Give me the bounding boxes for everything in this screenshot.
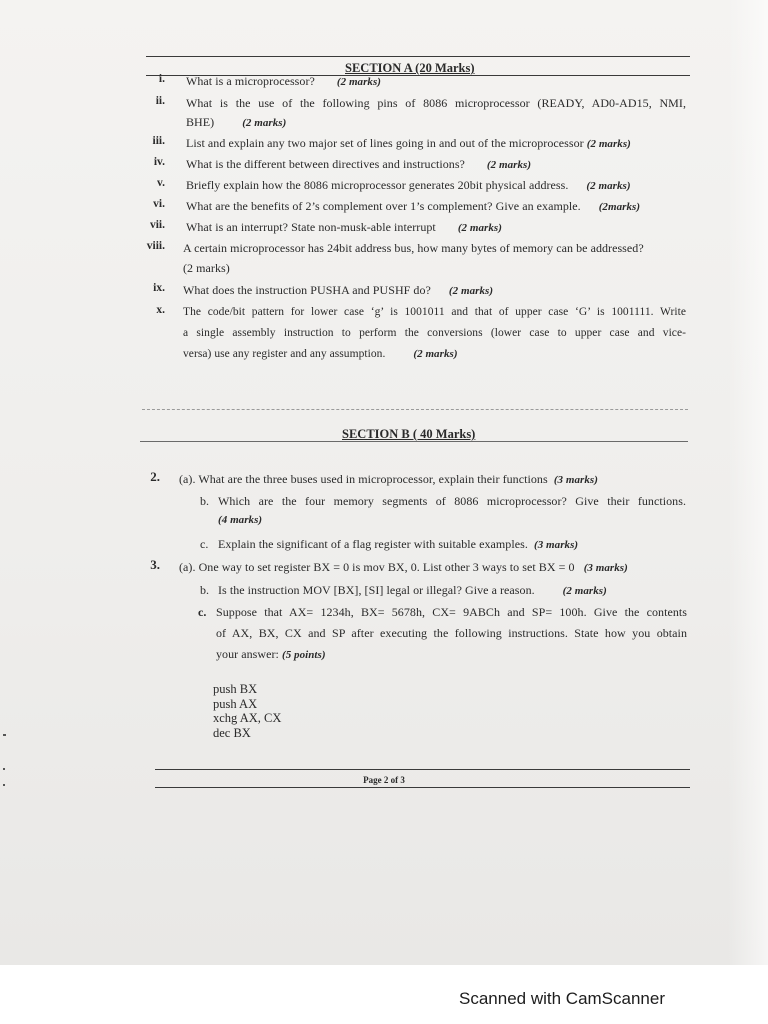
footer-rule-top — [155, 769, 690, 770]
code-line: push BX — [213, 682, 258, 696]
marks-label: (3 marks) — [583, 562, 628, 574]
question-text — [186, 196, 686, 218]
question-number: iii. — [152, 135, 165, 147]
question-text — [186, 71, 656, 93]
question-text — [179, 469, 659, 491]
subquestion-label: c. — [200, 537, 209, 551]
scan-artifact — [3, 784, 5, 786]
question-text — [218, 534, 678, 556]
question-body: What is a microprocessor? — [186, 74, 315, 88]
question-text-line2: of AX, BX, CX and SP after executing the following instructions. State how you obtain — [216, 626, 687, 640]
question-text-line1: Which are the four memory segments of 8086 microprocessor? Give their functions. — [218, 494, 686, 508]
marks-label: (2 marks) — [586, 138, 631, 150]
section-b-title: SECTION B ( 40 Marks) — [342, 427, 476, 441]
section-a-top-rule — [146, 56, 690, 57]
question-text — [186, 154, 666, 176]
marks-label: (2 marks) — [448, 285, 494, 297]
question-body: What is an interrupt? State non-musk-able interrupt — [186, 220, 436, 234]
question-text — [179, 557, 689, 579]
scan-artifact — [3, 734, 6, 736]
marks-label: (3 marks) — [553, 474, 598, 486]
subquestion-label: c. — [198, 605, 207, 619]
question-body: Briefly explain how the 8086 microprocessor generates 20bit physical address. — [186, 178, 569, 192]
question-text-line1: The code/bit pattern for lower case ‘g’ is 1001011 and that of upper case ‘G’ is 1001111. Write — [183, 306, 686, 318]
question-text — [186, 133, 691, 155]
question-number: iv. — [153, 156, 165, 168]
question-text — [186, 175, 686, 197]
question-number: 3. — [150, 557, 160, 572]
question-text-line1: What is the use of the following pins of 8086 microprocessor (READY, AD0-AD15, NMI, — [186, 96, 686, 110]
marks-label: (3 marks) — [533, 539, 579, 551]
question-body: What does the instruction PUSHA and PUSHF do? — [183, 283, 431, 297]
camscanner-watermark: Scanned with CamScanner — [459, 989, 666, 1008]
marks-label: (2 marks) — [586, 180, 631, 192]
question-text-line3 — [216, 644, 516, 666]
question-number: v. — [157, 177, 165, 189]
question-body: Explain the significant of a flag register with suitable examples. — [218, 537, 528, 551]
subquestion-label: b. — [200, 583, 210, 597]
marks-label: (2marks) — [598, 201, 641, 213]
question-body: What is the different between directives and instructions? — [186, 157, 465, 171]
question-text — [218, 580, 678, 602]
question-text — [186, 217, 666, 239]
question-body: (a). One way to set register BX = 0 is mov BX, 0. List other 3 ways to set BX = 0 — [179, 560, 575, 574]
question-body: versa) use any register and any assumption. — [183, 348, 386, 360]
question-number: ii. — [155, 95, 165, 107]
marks-label: (2 marks) — [457, 222, 502, 234]
assembly-code-block — [213, 682, 281, 740]
question-text — [183, 280, 663, 302]
question-text-line3 — [183, 344, 583, 365]
marks-label: (2 marks) — [413, 348, 458, 360]
question-body: your answer: — [216, 647, 279, 661]
question-text-line2: a single assembly instruction to perform the conversions (lower case to upper case and vice- — [183, 327, 686, 339]
subquestion-label: b. — [200, 494, 210, 508]
question-body: What are the benefits of 2’s complement over 1’s complement? Give an example. — [186, 199, 581, 213]
question-text-line1: A certain microprocessor has 24bit address bus, how many bytes of memory can be addressed? — [183, 241, 644, 255]
marks-label: (2 marks) — [486, 159, 532, 171]
marks-label: (2 marks) — [336, 76, 382, 88]
question-text-line1: Suppose that AX= 1234h, BX= 5678h, CX= 9ABCh and SP= 100h. Give the contents — [216, 605, 687, 619]
question-number: vii. — [149, 219, 165, 231]
question-number: viii. — [146, 240, 165, 252]
question-body: List and explain any two major set of lines going in and out of the microprocessor — [186, 136, 584, 150]
question-number: vi. — [153, 198, 165, 210]
question-number: ix. — [153, 282, 165, 294]
marks-label: (2 marks) — [242, 117, 287, 129]
question-body: BHE) — [186, 115, 215, 129]
question-number: x. — [156, 304, 165, 316]
code-line: dec BX — [213, 725, 251, 740]
page-number: Page 2 of 3 — [363, 775, 405, 785]
marks-label: (5 points) — [281, 649, 326, 661]
section-a-title: SECTION A (20 Marks) — [345, 61, 475, 75]
marks-label: (2 marks) — [562, 585, 607, 597]
code-line: xchg AX, CX — [213, 711, 282, 725]
question-text-line2 — [186, 112, 486, 134]
section-divider — [142, 409, 688, 410]
question-body: Is the instruction MOV [BX], [SI] legal or illegal? Give a reason. — [218, 583, 535, 597]
question-text-line2: (2 marks) — [183, 261, 230, 275]
question-body: (a). What are the three buses used in microprocessor, explain their functions — [179, 472, 548, 486]
footer-rule-bottom — [155, 787, 690, 788]
scan-artifact — [3, 768, 5, 770]
question-number: i. — [158, 73, 165, 85]
section-b-rule — [140, 441, 688, 442]
question-number: 2. — [150, 469, 160, 484]
marks-label: (4 marks) — [218, 514, 263, 526]
code-line: push AX — [213, 696, 258, 711]
